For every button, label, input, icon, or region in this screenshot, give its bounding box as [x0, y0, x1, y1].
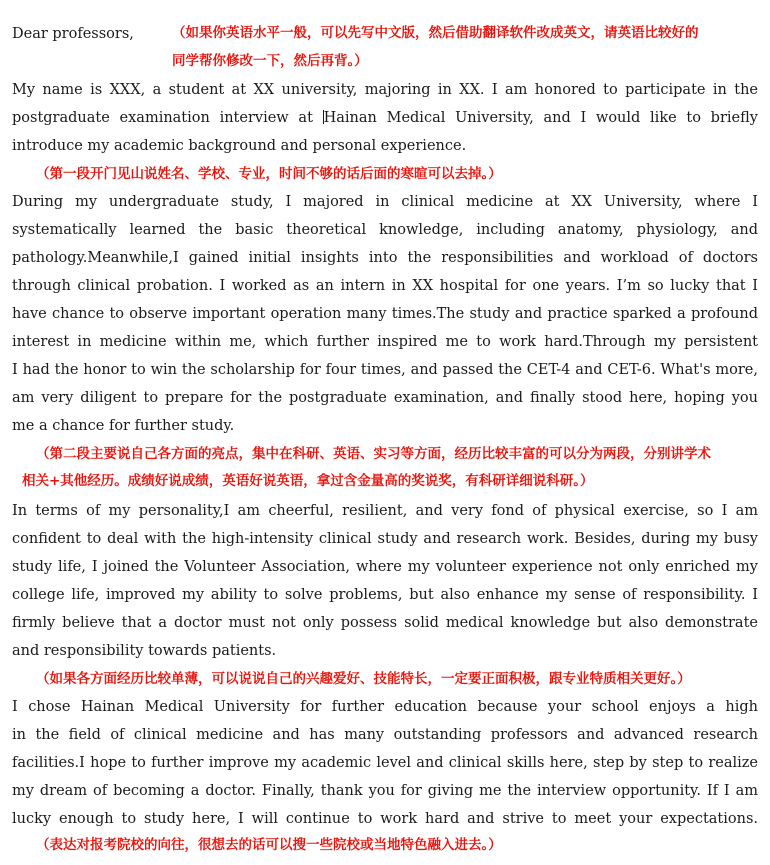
paragraph4-line: lucky enough to study here, I will continue to work hard and strive to meet your expectations.: [12, 811, 758, 827]
paragraph2-line: I had the honor to win the scholarship for four times, and passed the CET-4 and CET-6. What's more,: [12, 362, 758, 378]
paragraph4-line: in the field of clinical medicine and has many outstanding professors and advanced research: [12, 727, 758, 743]
paragraph1-line2: [12, 109, 758, 127]
paragraph3-line: college life, improved my ability to solve problems, but also enhance my sense of responsibility. I: [12, 587, 758, 603]
greeting: Dear professors,: [12, 26, 134, 42]
note-paragraph1: （第一段开门见山说姓名、学校、专业，时间不够的话后面的寒暄可以去掉。）: [36, 166, 502, 182]
paragraph2-line: me a chance for further study.: [12, 418, 235, 434]
paragraph1-line2-part-a: postgraduate examination interview at: [12, 110, 323, 126]
paragraph2-line: have chance to observe important operation many times.The study and practice sparked a profound: [12, 306, 758, 322]
paragraph3-line: In terms of my personality,I am cheerful, resilient, and very fond of physical exercise, so I am: [12, 503, 758, 519]
paragraph2-line: During my undergraduate study, I majored in clinical medicine at XX University, where I: [12, 194, 758, 210]
paragraph3-line: firmly believe that a doctor must not only possess solid medical knowledge but also demonstrate: [12, 615, 758, 631]
paragraph4-line: facilities.I hope to further improve my academic level and clinical skills here, step by step to realize: [12, 755, 758, 771]
note-paragraph3: （如果各方面经历比较单薄，可以说说自己的兴趣爱好、技能特长，一定要正面积极，跟专业特质相关更好。）: [36, 671, 691, 687]
note-paragraph2-line1: （第二段主要说自己各方面的亮点，集中在科研、英语、实习等方面，经历比较丰富的可以分为两段，分别讲学术: [36, 446, 711, 462]
note-intro-line1: （如果你英语水平一般，可以先写中文版，然后借助翻译软件改成英文，请英语比较好的: [172, 25, 699, 41]
paragraph3-line: confident to deal with the high-intensity clinical study and research work. Besides, during my busy: [12, 531, 758, 547]
paragraph2-line: interest in medicine within me, which further inspired me to work hard.Through my persistent: [12, 334, 758, 350]
paragraph3-line: and responsibility towards patients.: [12, 643, 277, 659]
paragraph2-line: am very diligent to prepare for the postgraduate examination, and finally stood here, hoping you: [12, 390, 758, 406]
paragraph3-line: study life, I joined the Volunteer Association, where my volunteer experience not only enriched my: [12, 559, 758, 575]
paragraph4-line: my dream of becoming a doctor. Finally, thank you for giving me the interview opportunity. If I am: [12, 783, 758, 799]
note-intro-line2: 同学帮你修改一下，然后再背。）: [172, 53, 368, 69]
paragraph2-line: systematically learned the basic theoretical knowledge, including anatomy, physiology, and: [12, 222, 758, 238]
note-paragraph2-line2: 相关+其他经历。成绩好说成绩，英语好说英语，拿过含金量高的奖说奖，有科研详细说科研。）: [22, 473, 594, 489]
paragraph1-line1: My name is XXX, a student at XX university, majoring in XX. I am honored to participate in the: [12, 82, 758, 98]
paragraph2-line: pathology.Meanwhile,I gained initial insights into the responsibilities and workload of doctors: [12, 250, 758, 266]
paragraph1-line3: introduce my academic background and personal experience.: [12, 138, 467, 154]
paragraph4-line: I chose Hainan Medical University for further education because your school enjoys a high: [12, 699, 758, 715]
paragraph1-line2-part-b: Hainan Medical University, and I would like to briefly: [323, 110, 758, 126]
paragraph2-line: through clinical probation. I worked as an intern in XX hospital for one years. I’m so lucky that I: [12, 278, 758, 294]
note-paragraph4: （表达对报考院校的向往，很想去的话可以搜一些院校或当地特色融入进去。）: [36, 837, 502, 853]
